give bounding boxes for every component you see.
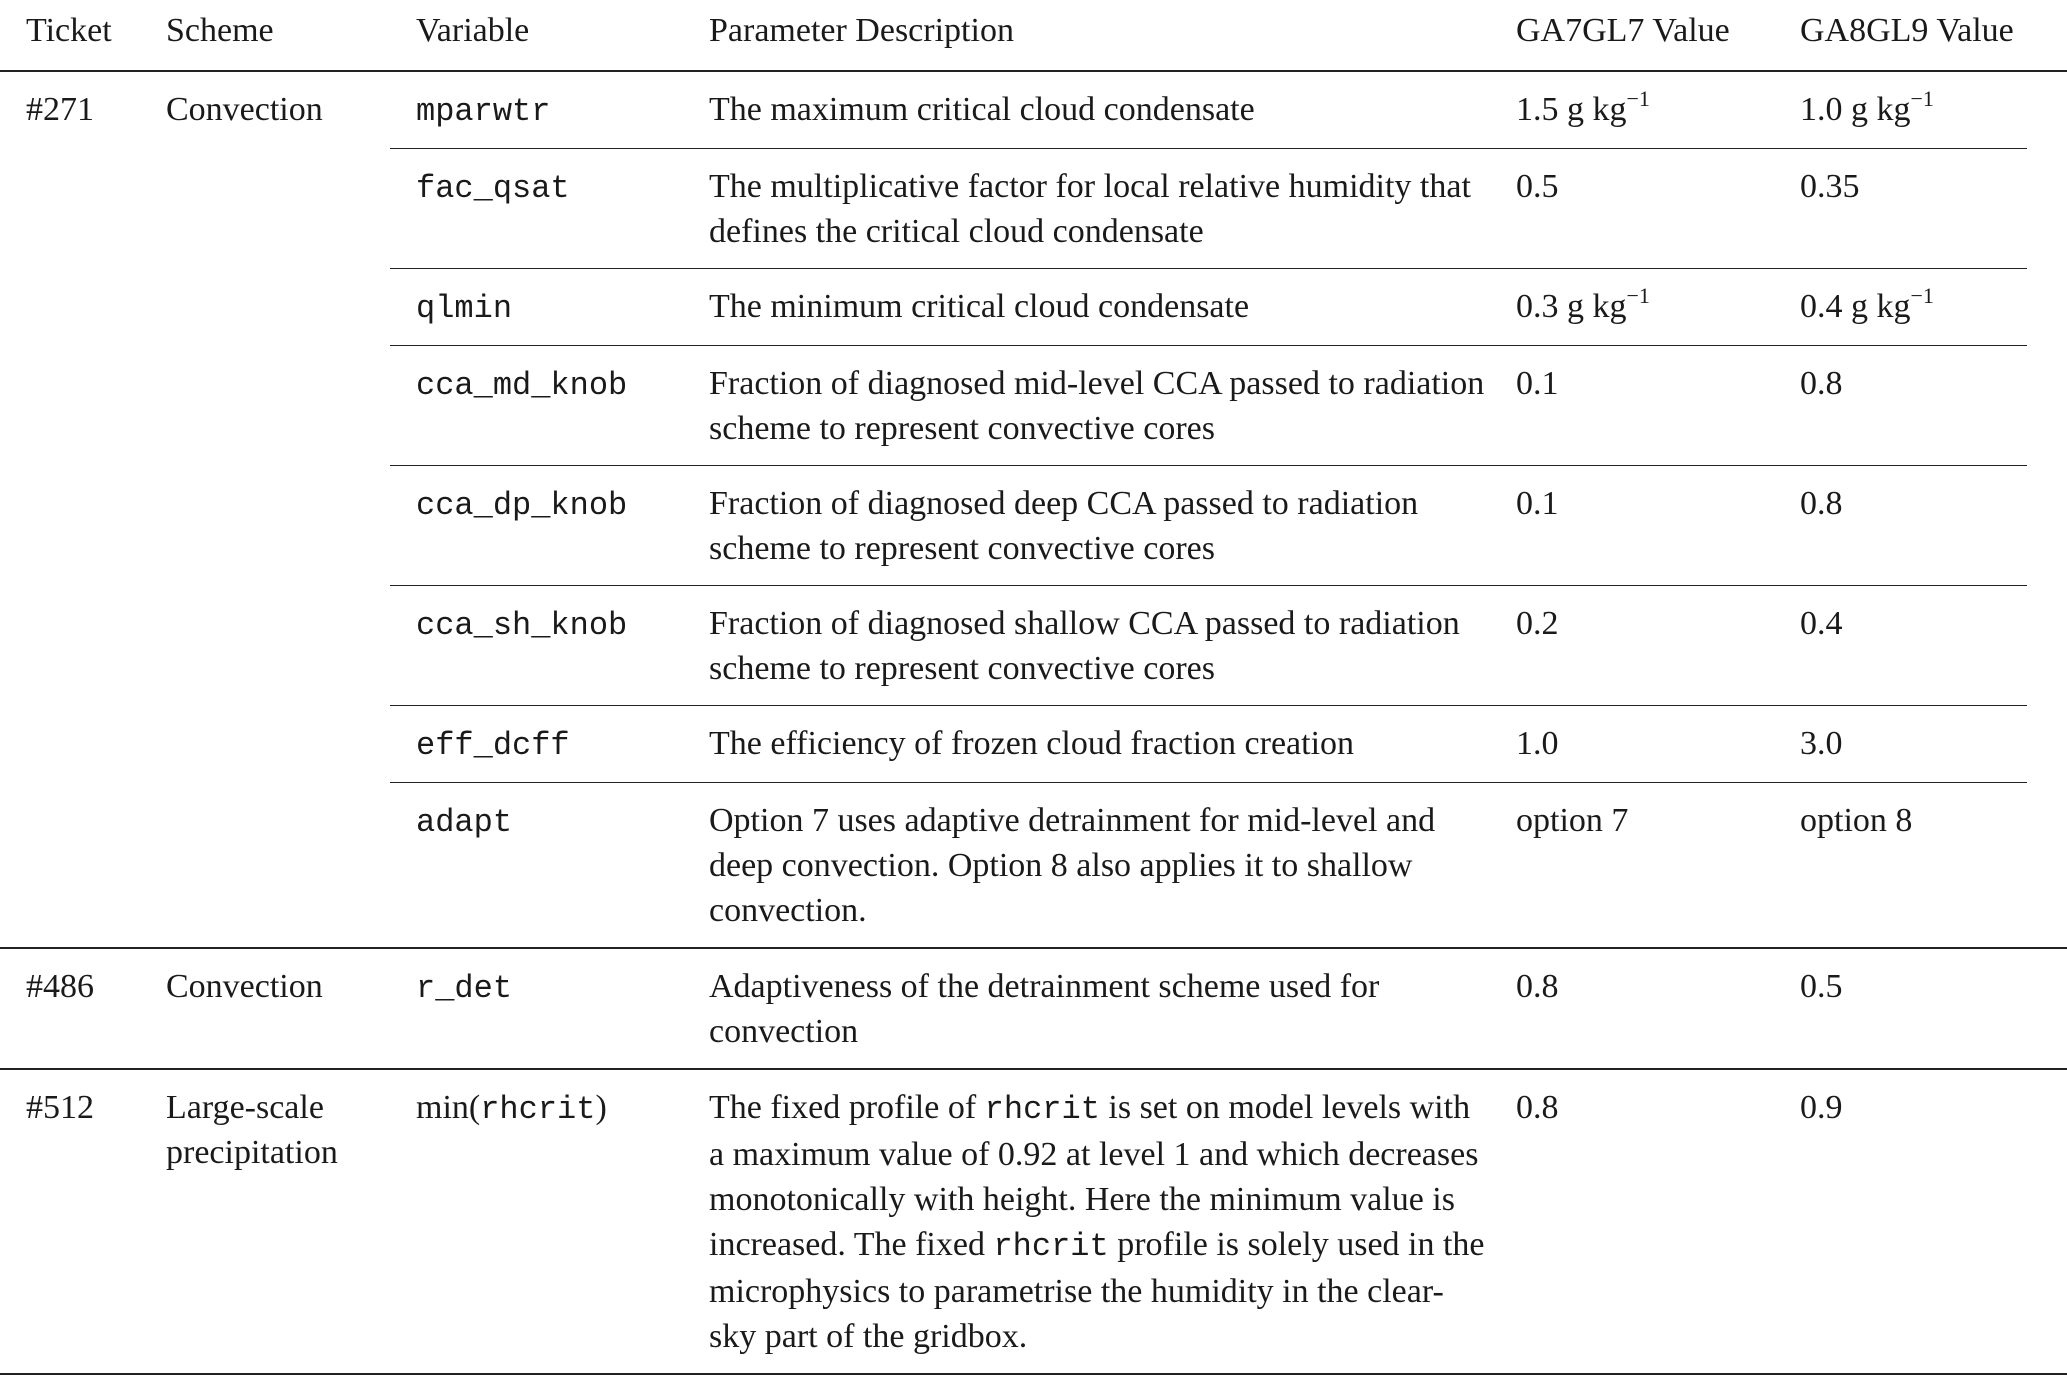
ticket-cell: #512 (26, 1089, 94, 1126)
variable-cell (390, 269, 683, 345)
ga7gl7-value: 0.1 (1516, 365, 1559, 402)
variable-cell (390, 783, 683, 947)
variable-cell (390, 949, 683, 1068)
variable-cell (390, 149, 683, 268)
description-cell: The maximum critical cloud condensate (709, 91, 1255, 128)
variable-name: rhcrit (480, 1091, 596, 1128)
header-ga7gl7: GA7GL7 Value (1516, 12, 1730, 49)
ga8gl9-value: 1.0 g $kg^{-1}$ (1800, 85, 1934, 128)
table-row (390, 586, 2027, 706)
unit-exponent: −1 (1910, 282, 1934, 308)
variable-name: r_det (416, 970, 513, 1007)
table-row (390, 1070, 2027, 1373)
ga7gl7-value: 0.8 (1516, 1089, 1559, 1126)
ticket-cell: #271 (26, 91, 94, 128)
table-row (390, 72, 2027, 149)
variable-name: qlmin (416, 290, 513, 327)
description-cell: Fraction of diagnosed deep CCA passed to radiation scheme to represent convective cores (709, 485, 1419, 567)
table-group (0, 1070, 2067, 1375)
ga7gl7-value: option 7 (1516, 802, 1629, 839)
ga7gl7-value: 1.0 (1516, 725, 1559, 762)
table-row (390, 466, 2027, 586)
variable-name: mparwtr (416, 93, 551, 130)
description-cell: Fraction of diagnosed mid-level CCA passed to radiation scheme to represent convective cores (709, 365, 1485, 447)
table-body (0, 72, 2067, 1375)
description-cell: The fixed profile of rhcrit is set on model levels with a maximum value of 0.92 at level 1 and which decreases monotonically with height. Here the minimum value is increased. The fixed rhcrit profile is solely used in the microphysics to parametrise the humidity in the clear-sky part of the gridbox. (709, 1089, 1485, 1355)
variable-cell (390, 346, 683, 465)
table-group (0, 72, 2067, 949)
ga7gl7-value: 0.3 g $kg^{-1}$ (1516, 282, 1650, 325)
ga8gl9-value: 0.9 (1800, 1089, 1843, 1126)
unit-exponent: −1 (1910, 85, 1934, 111)
ga7gl7-value: 0.8 (1516, 968, 1559, 1005)
scheme-cell: Convection (166, 968, 323, 1005)
description-cell: The efficiency of frozen cloud fraction creation (709, 725, 1355, 762)
table-row (390, 783, 2027, 947)
table-group (0, 949, 2067, 1070)
header-variable: Variable (416, 12, 530, 49)
ga8gl9-value: 0.4 (1800, 605, 1843, 642)
inline-code: rhcrit (984, 1091, 1100, 1128)
variable-name: adapt (416, 804, 513, 841)
variable-cell: min(rhcrit) (416, 1089, 607, 1128)
variable-name: eff_dcff (416, 727, 570, 764)
header-ga8gl9: GA8GL9 Value (1800, 12, 2014, 49)
description-cell: Fraction of diagnosed shallow CCA passed to radiation scheme to represent convective cores (709, 605, 1460, 687)
variable-cell (390, 706, 683, 782)
ga8gl9-value: 0.5 (1800, 968, 1843, 1005)
description-cell: Adaptiveness of the detrainment scheme used for convection (709, 968, 1380, 1050)
ga8gl9-value: option 8 (1800, 802, 1913, 839)
table-row (390, 949, 2027, 1068)
header-description: Parameter Description (709, 12, 1014, 49)
group-rows (390, 72, 2027, 947)
ga7gl7-value: 0.1 (1516, 485, 1559, 522)
inline-code: rhcrit (993, 1228, 1109, 1265)
ga8gl9-value: 0.35 (1800, 168, 1860, 205)
unit-exponent: −1 (1626, 85, 1650, 111)
variable-cell (390, 586, 683, 705)
ticket-cell: #486 (26, 968, 94, 1005)
ga8gl9-value: 0.4 g $kg^{-1}$ (1800, 282, 1934, 325)
table-row (390, 706, 2027, 783)
ga8gl9-value: 3.0 (1800, 725, 1843, 762)
header-scheme: Scheme (166, 12, 274, 49)
ga7gl7-value: 1.5 g $kg^{-1}$ (1516, 85, 1650, 128)
description-cell: The multiplicative factor for local relative humidity that defines the critical cloud condensate (709, 168, 1471, 250)
variable-cell (390, 72, 683, 148)
ga7gl7-value: 0.5 (1516, 168, 1559, 205)
group-rows (390, 949, 2027, 1068)
description-cell: Option 7 uses adaptive detrainment for mid-level and deep convection. Option 8 also applies it to shallow convection. (709, 802, 1436, 929)
table-row (390, 149, 2027, 269)
group-rows (390, 1070, 2027, 1373)
table-header (0, 0, 2067, 72)
ga7gl7-value: 0.2 (1516, 605, 1559, 642)
variable-name: fac_qsat (416, 170, 570, 207)
variable-name: cca_md_knob (416, 367, 628, 404)
variable-name: cca_sh_knob (416, 607, 628, 644)
variable-cell (390, 466, 683, 585)
description-cell: The minimum critical cloud condensate (709, 288, 1250, 325)
unit-exponent: −1 (1626, 282, 1650, 308)
variable-name: cca_dp_knob (416, 487, 628, 524)
table-row (390, 269, 2027, 346)
table-row (390, 346, 2027, 466)
scheme-cell: Convection (166, 91, 323, 128)
scheme-cell: Large-scale precipitation (166, 1089, 338, 1171)
ga8gl9-value: 0.8 (1800, 485, 1843, 522)
header-ticket: Ticket (26, 12, 112, 49)
ga8gl9-value: 0.8 (1800, 365, 1843, 402)
